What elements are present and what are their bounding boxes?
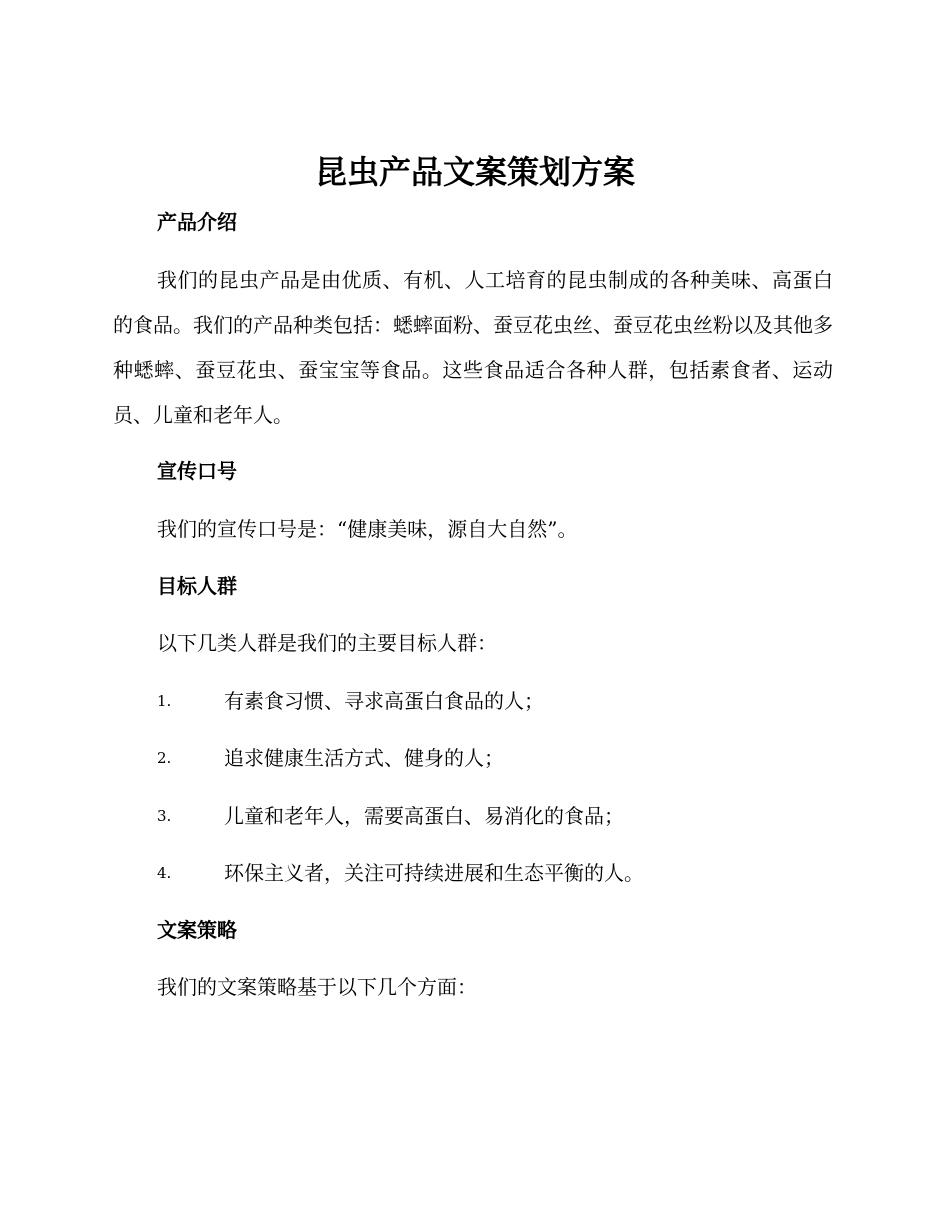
section-heading-strategy: 文案策略 xyxy=(157,918,237,942)
list-item-text: 环保主义者，关注可持续进展和生态平衡的人。 xyxy=(224,861,644,885)
list-item-number: 4. xyxy=(157,864,172,882)
audience-intro: 以下几类人群是我们的主要目标人群： xyxy=(157,631,497,655)
section-heading-intro: 产品介绍 xyxy=(157,210,237,234)
list-item-number: 3. xyxy=(157,807,172,825)
document-title: 昆虫产品文案策划方案 xyxy=(314,153,635,191)
list-item-number: 2. xyxy=(157,749,172,767)
list-item-text: 儿童和老年人，需要高蛋白、易消化的食品； xyxy=(224,804,624,828)
slogan-paragraph: 我们的宣传口号是：“健康美味，源自大自然”。 xyxy=(157,517,578,541)
section-heading-slogan: 宣传口号 xyxy=(157,459,237,483)
intro-paragraph: 我们的昆虫产品是由优质、有机、人工培育的昆虫制成的各种美味、高蛋白的食品。我们的产品种类包括：蟋蟀面粉、蚕豆花虫丝、蚕豆花虫丝粉以及其他多种蟋蟀、蚕豆花虫、蚕宝宝等食品。这些食品适合各种人群，包括素食者、运动员、儿童和老年人。 xyxy=(113,268,833,427)
strategy-intro: 我们的文案策略基于以下几个方面： xyxy=(157,975,477,999)
list-item-number: 1. xyxy=(157,692,172,710)
list-item-text: 有素食习惯、寻求高蛋白食品的人； xyxy=(224,689,544,713)
section-heading-audience: 目标人群 xyxy=(157,574,237,598)
list-item-text: 追求健康生活方式、健身的人； xyxy=(224,746,504,770)
